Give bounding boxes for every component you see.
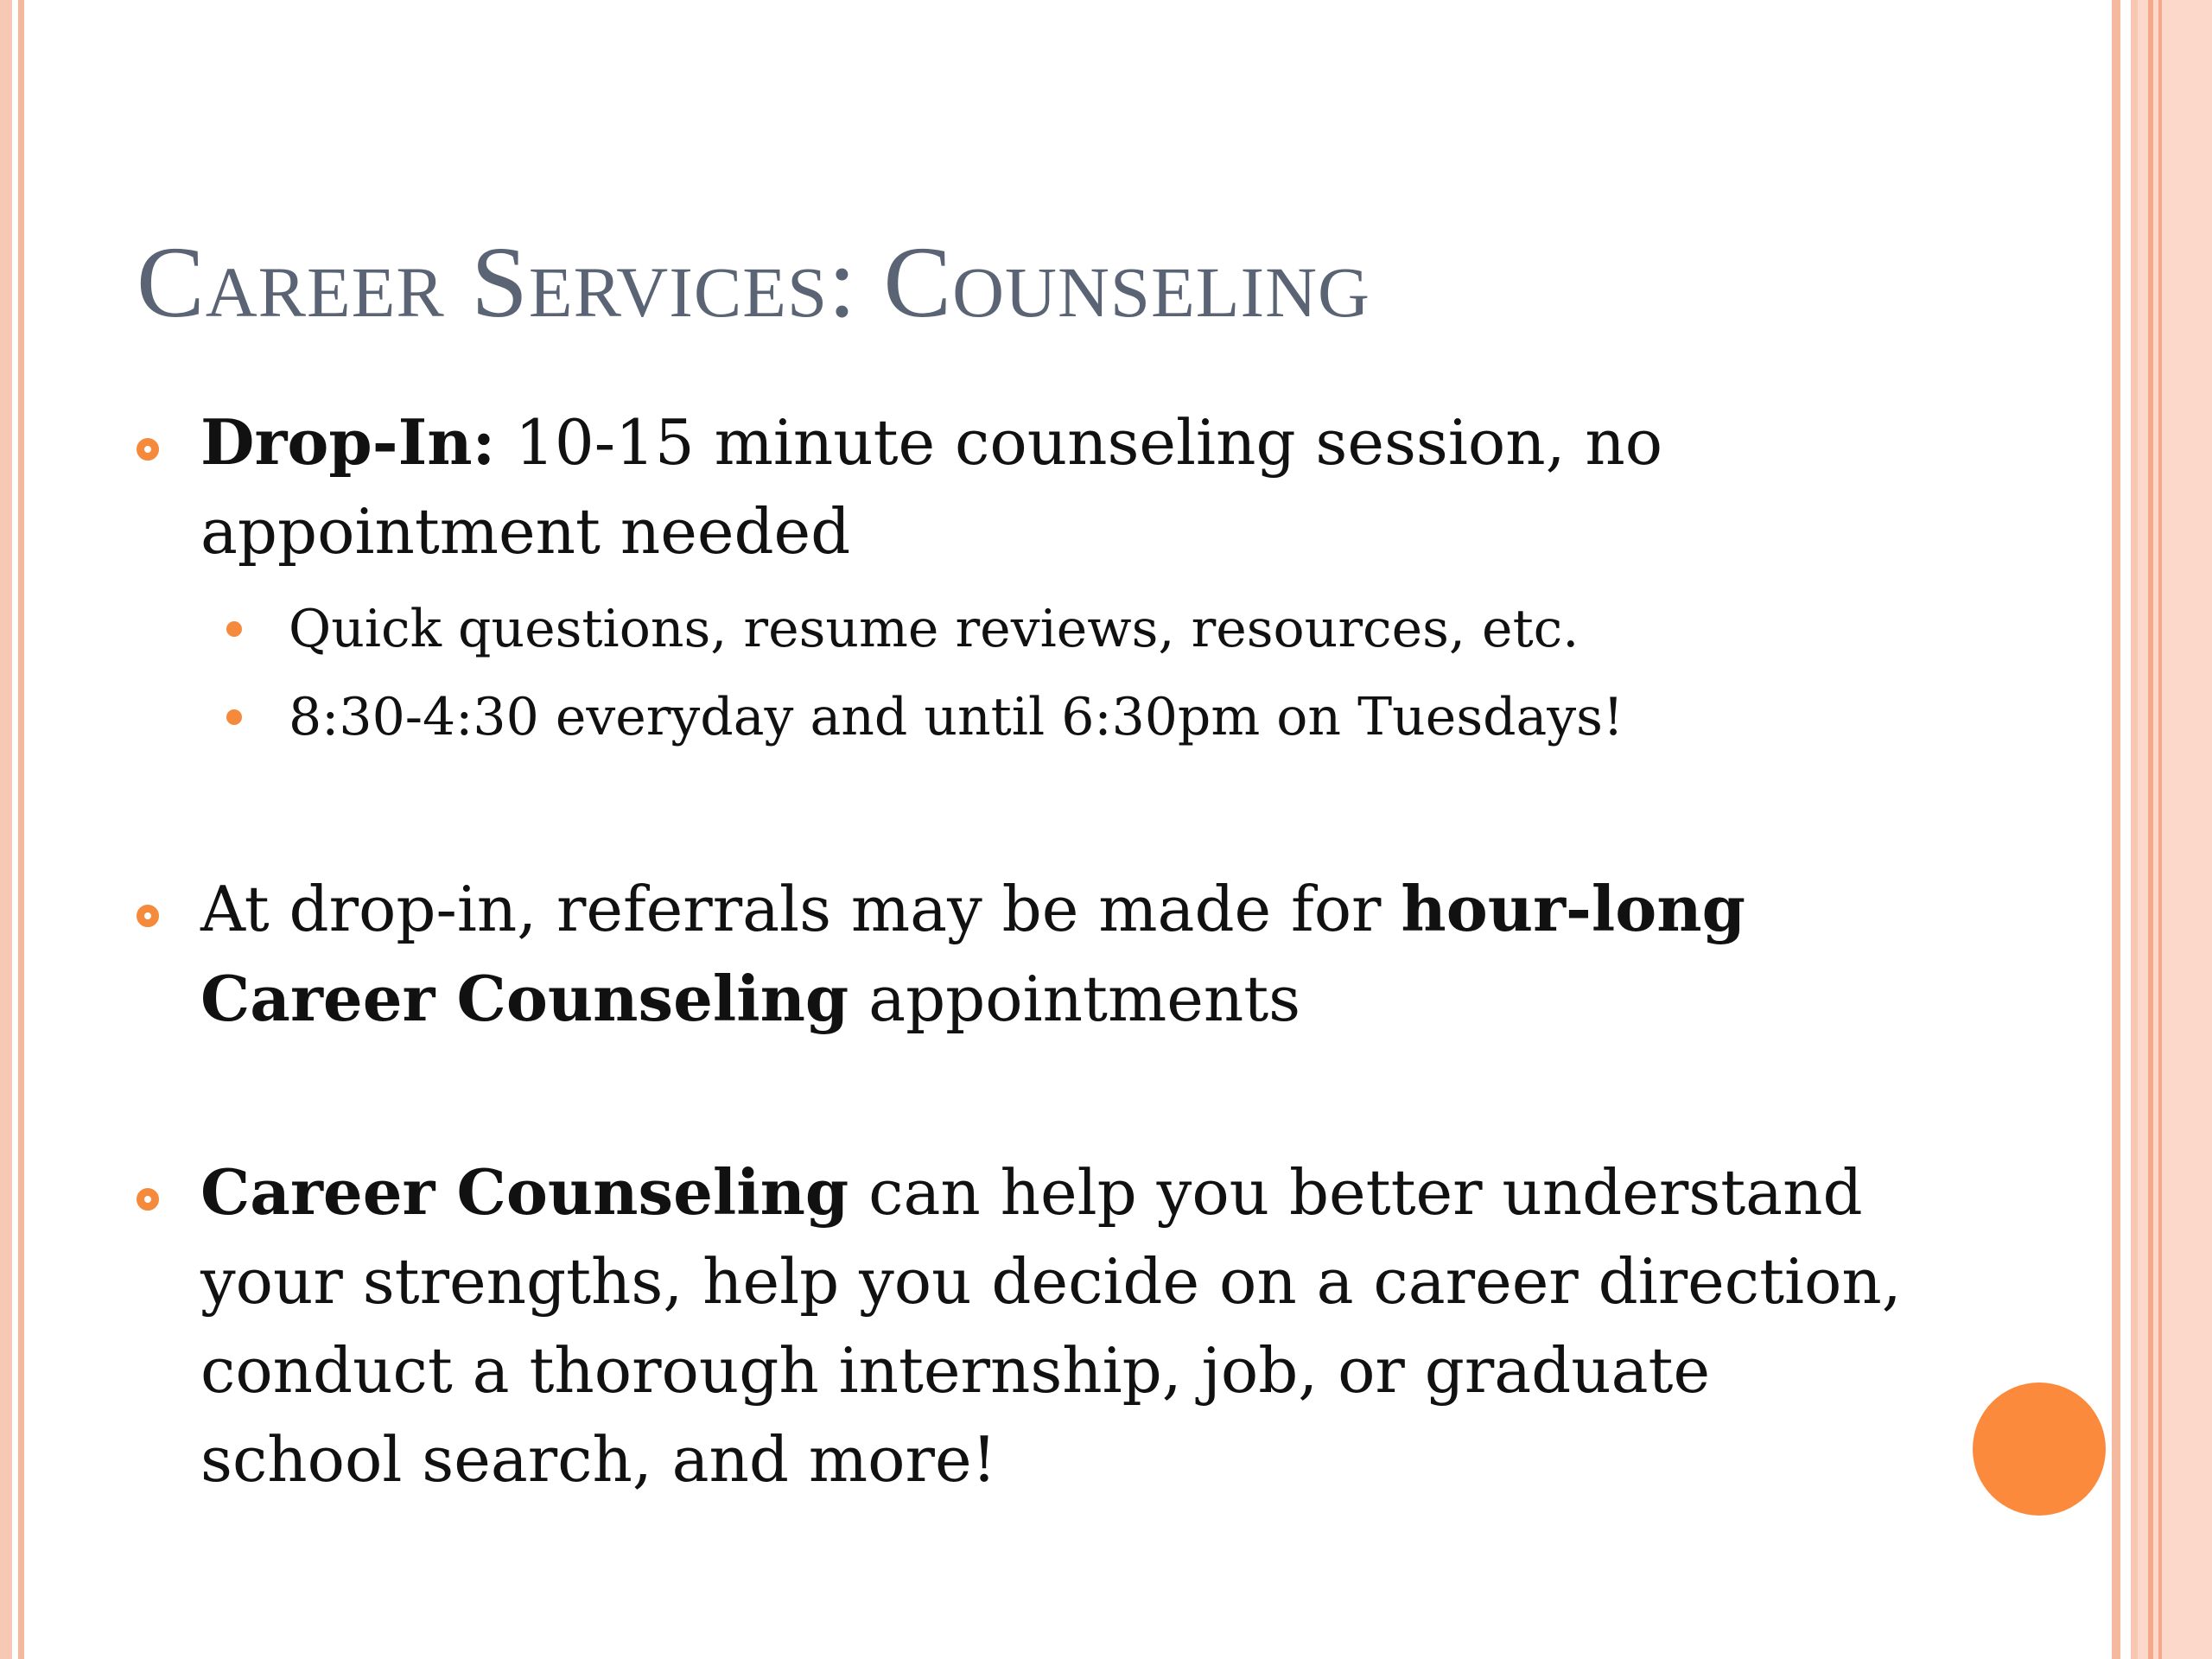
right-border-line <box>2148 0 2153 1659</box>
ring-bullet-icon <box>137 905 159 927</box>
bullet-body: 10-15 minute counseling session, no appointment needed <box>200 406 1663 568</box>
bullet-text <box>200 1147 1929 1504</box>
right-border-stripe <box>2112 0 2120 1659</box>
decorative-orange-circle <box>1973 1382 2106 1516</box>
ring-bullet-icon <box>137 1188 159 1211</box>
bullet-bold-lead: Career Counseling <box>200 1155 849 1229</box>
bullet-bold-phrase: hour-long Career Counseling <box>200 872 1745 1035</box>
bullet-body: can help you better understand your strengths, help you decide on a career direction, conduct a thorough internship, job, or graduate school search, and more! <box>200 1156 1902 1496</box>
left-border-stripe <box>0 0 12 1659</box>
bullet-text <box>200 864 1929 1044</box>
bullet-text <box>200 397 1929 576</box>
bullet-body-end: appointments <box>849 963 1301 1035</box>
bullet-bold-lead: Drop-In: <box>200 405 496 479</box>
ring-bullet-icon <box>137 438 159 461</box>
bullet-body-start: At drop-in, referrals may be made for <box>200 873 1402 945</box>
sub-bullet-text: Quick questions, resume reviews, resources, etc. <box>289 599 1580 659</box>
right-border-stripe-2 <box>2131 0 2138 1659</box>
right-border-line-2 <box>2158 0 2162 1659</box>
left-border-stripe-inner <box>18 0 24 1659</box>
slide-title: Career Services: Counseling <box>137 226 1370 339</box>
dot-bullet-icon <box>226 621 242 637</box>
dot-bullet-icon <box>226 709 242 725</box>
sub-bullet-text: 8:30-4:30 everyday and until 6:30pm on Tuesdays! <box>289 687 1624 747</box>
